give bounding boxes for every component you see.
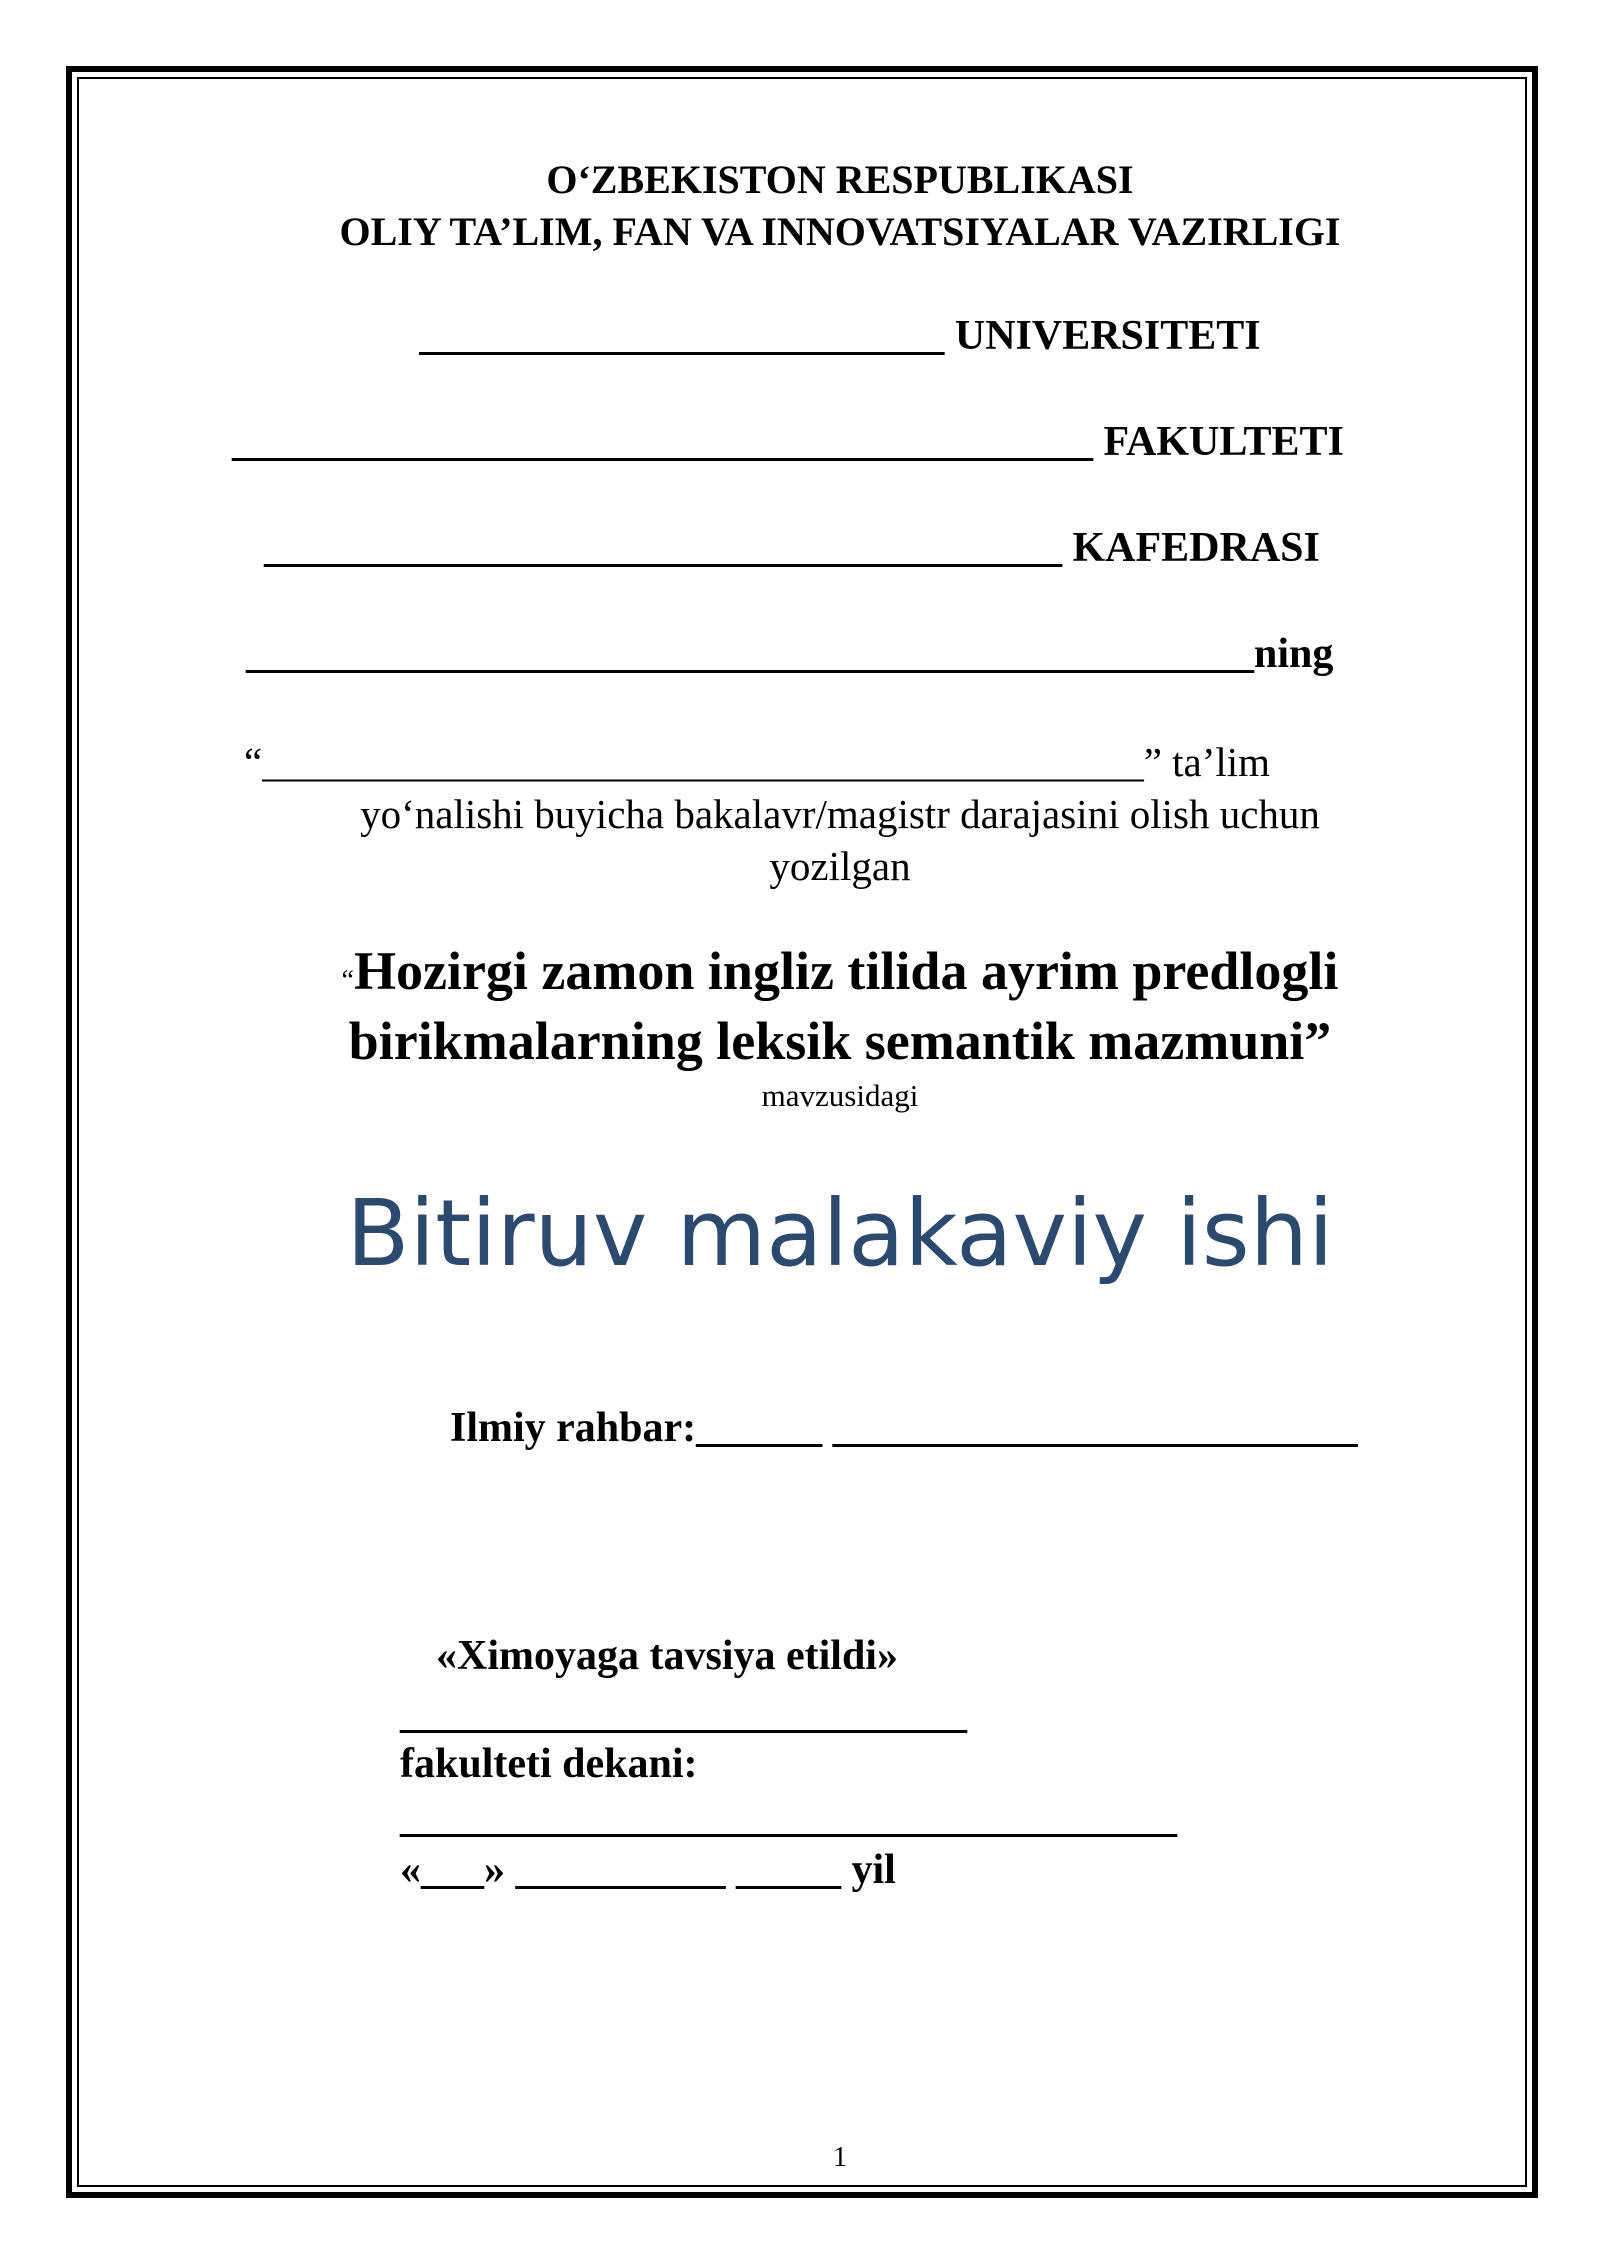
approval-line-1: ___________________________ bbox=[400, 1691, 967, 1737]
university-field: _________________________ UNIVERSITETI bbox=[419, 313, 1261, 359]
direction-text: yo‘nalishi buyicha bakalavr/magistr darajasini olish uchun bbox=[360, 791, 1320, 837]
work-type-heading: Bitiruv malakaviy ishi bbox=[346, 1180, 1334, 1287]
faculty-field: _________________________________________ FAKULTETI bbox=[232, 419, 1344, 465]
student-name-field: ________________________________________________ning bbox=[246, 631, 1334, 677]
date-field: «___» __________ _____ yil bbox=[400, 1847, 896, 1893]
direction-written: yozilgan bbox=[769, 843, 911, 889]
recommended-label: «Ximoyaga tavsiya etildi» bbox=[436, 1633, 898, 1679]
topic-open-quote: “ bbox=[341, 965, 354, 996]
topic-title-line1 bbox=[0, 936, 1600, 1016]
page-number: 1 bbox=[833, 2142, 847, 2173]
ministry-country: O‘ZBEKISTON RESPUBLIKASI bbox=[546, 157, 1134, 202]
supervisor-field: Ilmiy rahbar:______ _________________________ bbox=[450, 1405, 1358, 1451]
topic-title-text: Hozirgi zamon ingliz tilida ayrim predlogli bbox=[353, 941, 1339, 1001]
topic-suffix: mavzusidagi bbox=[761, 1078, 919, 1113]
ministry-name: OLIY TA’LIM, FAN VA INNOVATSIYALAR VAZIRLIGI bbox=[339, 209, 1341, 254]
topic-title-line2: birikmalarning leksik semantik mazmuni” bbox=[348, 1011, 1332, 1071]
direction-field: “___________________________________________” ta’lim bbox=[244, 739, 1271, 785]
department-field: ______________________________________ KAFEDRASI bbox=[264, 525, 1320, 571]
dean-label: fakulteti dekani: bbox=[400, 1741, 698, 1787]
approval-line-2: _____________________________________ bbox=[400, 1795, 1177, 1841]
